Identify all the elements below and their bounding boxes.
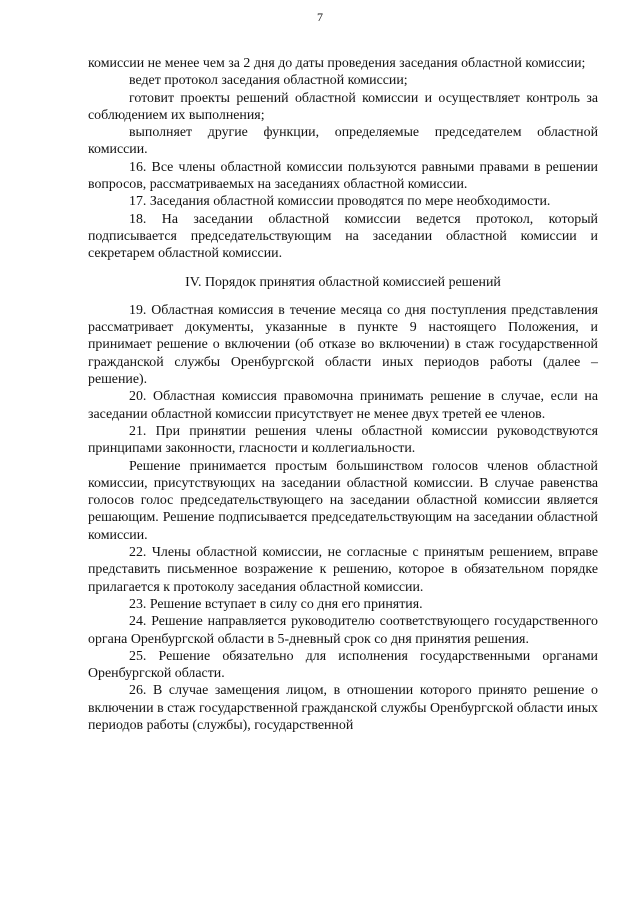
paragraph: готовит проекты решений областной комиссии и осуществляет контроль за соблюдением их выполнения; [88, 90, 598, 123]
section-heading: IV. Порядок принятия областной комиссией решений [185, 274, 501, 290]
paragraph-25: 25. Решение обязательно для исполнения государственными органами Оренбургской области. [88, 648, 598, 682]
paragraph-22: 22. Члены областной комиссии, не согласные с принятым решением, вправе представить письменное возражение к решению, которое в обязательном порядке прилагается к протоколу заседания областной комиссии. [88, 545, 598, 595]
paragraph-23: 23. Решение вступает в силу со дня его принятия. [129, 596, 423, 612]
page-number: 7 [317, 10, 323, 24]
paragraph: ведет протокол заседания областной комиссии; [129, 73, 408, 89]
paragraph: комиссии не менее чем за 2 дня до даты проведения заседания областной комиссии; [88, 56, 586, 71]
paragraph: Решение принимается простым большинством голосов членов областной комиссии, присутствующих на заседании областной комиссии. В случае равенства голосов голос председательствующего на заседании областной комиссии является решающим. Решение подписывается председательствующим на заседании областной комиссии. [88, 458, 598, 543]
paragraph-16: 16. Все члены областной комиссии пользуются равными правами в решении вопросов, рассматриваемых на заседаниях областной комиссии. [88, 159, 598, 193]
paragraph-20: 20. Областная комиссия правомочна принимать решение в случае, если на заседании областной комиссии присутствует не менее двух третей ее членов. [88, 389, 598, 422]
paragraph-26: 26. В случае замещения лицом, в отношении которого принято решение о включении в стаж государственной гражданской службы Оренбургской области иных периодов работы (службы), государственной [88, 683, 598, 733]
paragraph-18: 18. На заседании областной комиссии ведется протокол, который подписывается председательствующим на заседании областной комиссии и секретарем областной комиссии. [88, 211, 598, 262]
paragraph: выполняет другие функции, определяемые председателем областной комиссии. [88, 125, 598, 158]
page-content [88, 55, 598, 734]
paragraph-17: 17. Заседания областной комиссии проводятся по мере необходимости. [129, 194, 551, 210]
paragraph-24: 24. Решение направляется руководителю соответствующего государственного органа Оренбургской области в 5-дневный срок со дня принятия решения. [88, 614, 598, 647]
paragraph-19: 19. Областная комиссия в течение месяца со дня поступления представления рассматривает документы, указанные в пункте 9 настоящего Положения, и принимает решение о включении (об отказе во включении) в стаж государственной гражданской службы Оренбургской области иных периодов работы (далее – решение). [88, 302, 598, 388]
paragraph-21: 21. При принятии решения члены областной комиссии руководствуются принципами законности, гласности и коллегиальности. [88, 423, 598, 457]
